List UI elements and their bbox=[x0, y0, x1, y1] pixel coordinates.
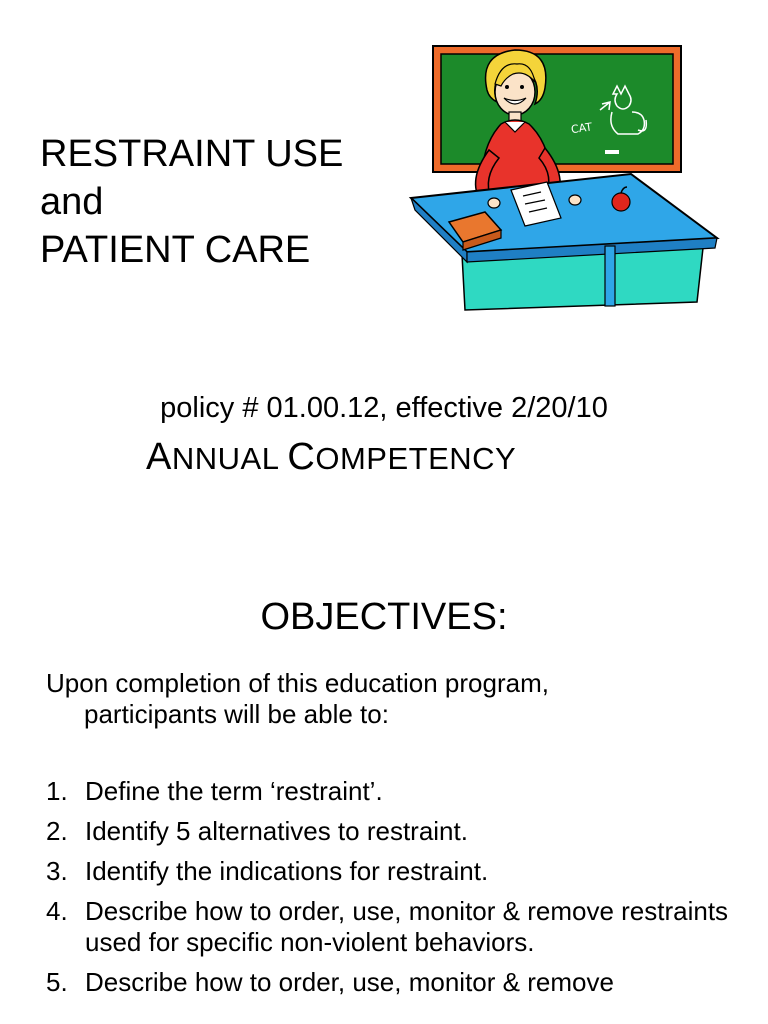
apple bbox=[612, 193, 630, 211]
objective-text: Describe how to order, use, monitor & remove bbox=[85, 967, 614, 997]
intro-line-2: participants will be able to: bbox=[84, 699, 389, 729]
slide-title bbox=[40, 130, 343, 274]
objective-text: Identify 5 alternatives to restraint. bbox=[85, 816, 468, 846]
objective-item bbox=[46, 776, 736, 807]
objective-number: 3. bbox=[46, 856, 68, 886]
objective-text: Define the term ‘restraint’. bbox=[85, 776, 383, 806]
objective-item bbox=[46, 967, 736, 998]
title-line-1: RESTRAINT USE bbox=[40, 133, 344, 175]
subtitle-part-2: OMPETENCY bbox=[315, 441, 517, 476]
title-line-2: and bbox=[40, 181, 104, 223]
subtitle-cap-a: A bbox=[146, 436, 172, 478]
intro-text bbox=[46, 668, 686, 730]
teacher-at-desk-icon bbox=[405, 40, 720, 315]
subtitle-cap-c: C bbox=[287, 436, 316, 478]
objective-item bbox=[46, 896, 736, 958]
objective-number: 1. bbox=[46, 776, 68, 806]
chalk-piece bbox=[605, 150, 619, 154]
slide-subtitle bbox=[146, 436, 516, 479]
objective-number: 5. bbox=[46, 967, 68, 997]
objective-item bbox=[46, 816, 736, 847]
intro-line-1: Upon completion of this education program, bbox=[46, 668, 549, 698]
objective-number: 2. bbox=[46, 816, 68, 846]
chalk-word: CAT bbox=[570, 120, 593, 137]
policy-line: policy # 01.00.12, effective 2/20/10 bbox=[160, 392, 608, 424]
objective-number: 4. bbox=[46, 896, 68, 926]
objectives-slide bbox=[0, 540, 768, 1024]
objectives-heading: OBJECTIVES: bbox=[260, 596, 508, 638]
title-line-3: PATIENT CARE bbox=[40, 229, 311, 271]
objectives-list bbox=[46, 776, 736, 1007]
chalkboard bbox=[441, 54, 673, 164]
subtitle-part-1: NNUAL bbox=[171, 441, 288, 476]
objective-text: Describe how to order, use, monitor & remove restraints used for specific non-violent behaviors. bbox=[85, 896, 729, 957]
objective-text: Identify the indications for restraint. bbox=[85, 856, 489, 886]
objective-item bbox=[46, 856, 736, 887]
